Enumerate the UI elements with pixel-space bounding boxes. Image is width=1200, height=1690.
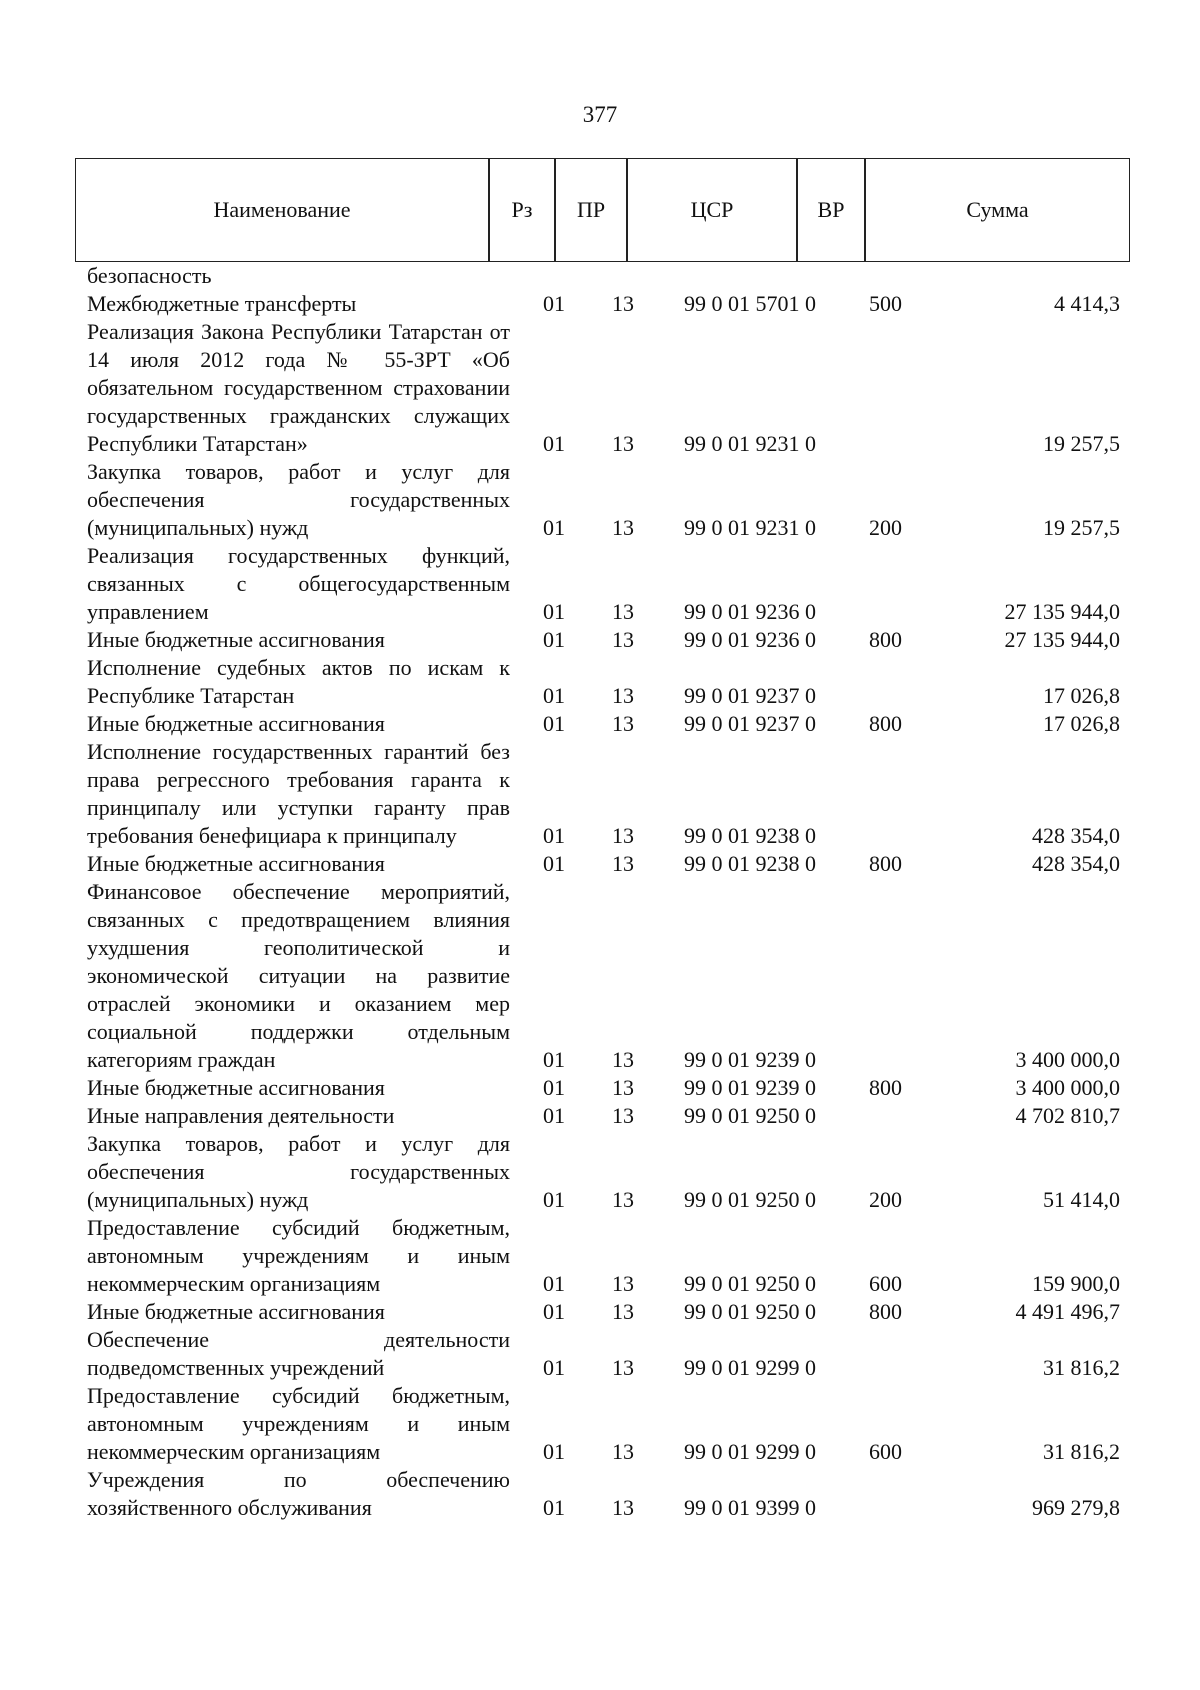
row-csr: 99 0 01 9399 0 — [684, 1495, 816, 1520]
row-rz: 01 — [543, 1047, 565, 1072]
table-row — [0, 738, 1200, 850]
row-rz: 01 — [543, 627, 565, 652]
row-name: Межбюджетные трансферты — [87, 291, 357, 316]
row-pr: 13 — [612, 1439, 634, 1464]
page-number: 377 — [582, 102, 618, 127]
table-header — [75, 158, 1130, 262]
row-pr: 13 — [612, 627, 634, 652]
row-pr: 13 — [612, 599, 634, 624]
row-vr: 800 — [869, 851, 902, 876]
row-name: Финансовое обеспечение мероприятий, связанных с предотвращением влияния ухудшения геополитической и экономической ситуации на развитие отраслей экономики и оказанием мер социальной поддержки отдельным категориям граждан — [87, 879, 510, 1072]
row-name: Закупка товаров, работ и услуг для обеспечения государственных (муниципальных) нужд — [87, 1131, 510, 1212]
row-rz: 01 — [543, 515, 565, 540]
row-sum: 31 816,2 — [1043, 1355, 1120, 1380]
table-row — [0, 1102, 1200, 1130]
row-name: Исполнение государственных гарантий без права регрессного требования гаранта к принципалу или уступки гаранту прав требования бенефициара к принципалу — [87, 739, 510, 848]
table-row — [0, 542, 1200, 626]
row-vr: 200 — [869, 515, 902, 540]
row-name: Предоставление субсидий бюджетным, автономным учреждениям и иным некоммерческим организациям — [87, 1383, 510, 1464]
table-row — [0, 1326, 1200, 1382]
row-pr: 13 — [612, 683, 634, 708]
row-csr: 99 0 01 9238 0 — [684, 823, 816, 848]
row-sum: 31 816,2 — [1043, 1439, 1120, 1464]
table-row — [0, 318, 1200, 458]
table-row — [0, 654, 1200, 710]
row-pr: 13 — [612, 851, 634, 876]
row-rz: 01 — [543, 1439, 565, 1464]
row-name: Иные бюджетные ассигнования — [87, 711, 385, 736]
row-name: Учреждения по обеспечению хозяйственного обслуживания — [87, 1467, 510, 1520]
row-sum: 3 400 000,0 — [1015, 1075, 1120, 1100]
row-pr: 13 — [612, 1103, 634, 1128]
table-row — [0, 710, 1200, 738]
row-csr: 99 0 01 9237 0 — [684, 711, 816, 736]
row-csr: 99 0 01 9236 0 — [684, 599, 816, 624]
table-row — [0, 1214, 1200, 1298]
row-vr: 800 — [869, 1075, 902, 1100]
row-rz: 01 — [543, 1299, 565, 1324]
row-csr: 99 0 01 9238 0 — [684, 851, 816, 876]
row-vr: 200 — [869, 1187, 902, 1212]
row-csr: 99 0 01 9299 0 — [684, 1439, 816, 1464]
row-pr: 13 — [612, 1271, 634, 1296]
row-rz: 01 — [543, 823, 565, 848]
row-csr: 99 0 01 9236 0 — [684, 627, 816, 652]
row-pr: 13 — [612, 1495, 634, 1520]
row-sum: 4 702 810,7 — [1015, 1103, 1120, 1128]
row-pr: 13 — [612, 515, 634, 540]
row-csr: 99 0 01 9250 0 — [684, 1299, 816, 1324]
table-row — [0, 1130, 1200, 1214]
row-sum: 27 135 944,0 — [1004, 627, 1120, 652]
table-row — [0, 290, 1200, 318]
row-sum: 19 257,5 — [1043, 431, 1120, 456]
table-row — [0, 1298, 1200, 1326]
row-rz: 01 — [543, 1075, 565, 1100]
row-csr: 99 0 01 9237 0 — [684, 683, 816, 708]
row-rz: 01 — [543, 1271, 565, 1296]
row-csr: 99 0 01 9239 0 — [684, 1075, 816, 1100]
header-sum: Сумма — [966, 197, 1029, 222]
row-sum: 4 491 496,7 — [1015, 1299, 1120, 1324]
row-name: Реализация Закона Республики Татарстан от 14 июля 2012 года № 55-ЗРТ «Об обязательном государственном страховании государственных гражданских служащих Республики Татарстан» — [87, 319, 510, 456]
table-row — [0, 626, 1200, 654]
row-sum: 159 900,0 — [1032, 1271, 1120, 1296]
row-sum: 428 354,0 — [1032, 823, 1120, 848]
row-name: Иные бюджетные ассигнования — [87, 627, 385, 652]
row-name: Обеспечение деятельности подведомственных учреждений — [87, 1327, 510, 1380]
row-pr: 13 — [612, 1047, 634, 1072]
row-rz: 01 — [543, 1103, 565, 1128]
row-sum: 27 135 944,0 — [1004, 599, 1120, 624]
row-csr: 99 0 01 9250 0 — [684, 1103, 816, 1128]
header-pr: ПР — [576, 197, 606, 222]
table-body — [0, 262, 1200, 1522]
row-sum: 17 026,8 — [1043, 683, 1120, 708]
row-pr: 13 — [612, 711, 634, 736]
row-sum: 428 354,0 — [1032, 851, 1120, 876]
row-sum: 4 414,3 — [1054, 291, 1120, 316]
row-vr: 600 — [869, 1271, 902, 1296]
row-vr: 500 — [869, 291, 902, 316]
table-row — [0, 878, 1200, 1074]
row-name: Предоставление субсидий бюджетным, автономным учреждениям и иным некоммерческим организациям — [87, 1215, 510, 1296]
header-name: Наименование — [213, 197, 351, 222]
row-rz: 01 — [543, 291, 565, 316]
row-name: безопасность — [87, 263, 212, 288]
row-name: Иные бюджетные ассигнования — [87, 1299, 385, 1324]
table-row — [0, 458, 1200, 542]
row-sum: 51 414,0 — [1043, 1187, 1120, 1212]
row-rz: 01 — [543, 1187, 565, 1212]
row-vr: 800 — [869, 1299, 902, 1324]
row-rz: 01 — [543, 1495, 565, 1520]
row-pr: 13 — [612, 1187, 634, 1212]
row-rz: 01 — [543, 711, 565, 736]
row-name: Иные бюджетные ассигнования — [87, 851, 385, 876]
row-vr: 800 — [869, 711, 902, 736]
header-csr: ЦСР — [690, 197, 734, 222]
row-name: Закупка товаров, работ и услуг для обеспечения государственных (муниципальных) нужд — [87, 459, 510, 540]
row-sum: 3 400 000,0 — [1015, 1047, 1120, 1072]
row-csr: 99 0 01 9250 0 — [684, 1187, 816, 1212]
row-pr: 13 — [612, 823, 634, 848]
row-rz: 01 — [543, 1355, 565, 1380]
row-name: Иные направления деятельности — [87, 1103, 395, 1128]
header-vr: ВР — [817, 197, 845, 222]
row-csr: 99 0 01 9231 0 — [684, 515, 816, 540]
row-name: Реализация государственных функций, связанных с общегосударственным управлением — [87, 543, 510, 624]
row-rz: 01 — [543, 683, 565, 708]
row-csr: 99 0 01 5701 0 — [684, 291, 816, 316]
row-vr: 800 — [869, 627, 902, 652]
table-row — [0, 1074, 1200, 1102]
row-name: Исполнение судебных актов по искам к Республике Татарстан — [87, 655, 510, 708]
row-csr: 99 0 01 9299 0 — [684, 1355, 816, 1380]
row-vr: 600 — [869, 1439, 902, 1464]
table-row — [0, 1382, 1200, 1466]
row-csr: 99 0 01 9250 0 — [684, 1271, 816, 1296]
row-pr: 13 — [612, 1075, 634, 1100]
row-pr: 13 — [612, 1355, 634, 1380]
row-sum: 17 026,8 — [1043, 711, 1120, 736]
row-sum: 969 279,8 — [1032, 1495, 1120, 1520]
row-csr: 99 0 01 9231 0 — [684, 431, 816, 456]
row-rz: 01 — [543, 431, 565, 456]
row-rz: 01 — [543, 851, 565, 876]
table-row — [0, 850, 1200, 878]
row-csr: 99 0 01 9239 0 — [684, 1047, 816, 1072]
row-pr: 13 — [612, 1299, 634, 1324]
row-pr: 13 — [612, 431, 634, 456]
row-name: Иные бюджетные ассигнования — [87, 1075, 385, 1100]
table-row — [0, 262, 1200, 290]
row-rz: 01 — [543, 599, 565, 624]
table-row — [0, 1466, 1200, 1522]
row-pr: 13 — [612, 291, 634, 316]
header-rz: Рз — [511, 197, 533, 222]
row-sum: 19 257,5 — [1043, 515, 1120, 540]
